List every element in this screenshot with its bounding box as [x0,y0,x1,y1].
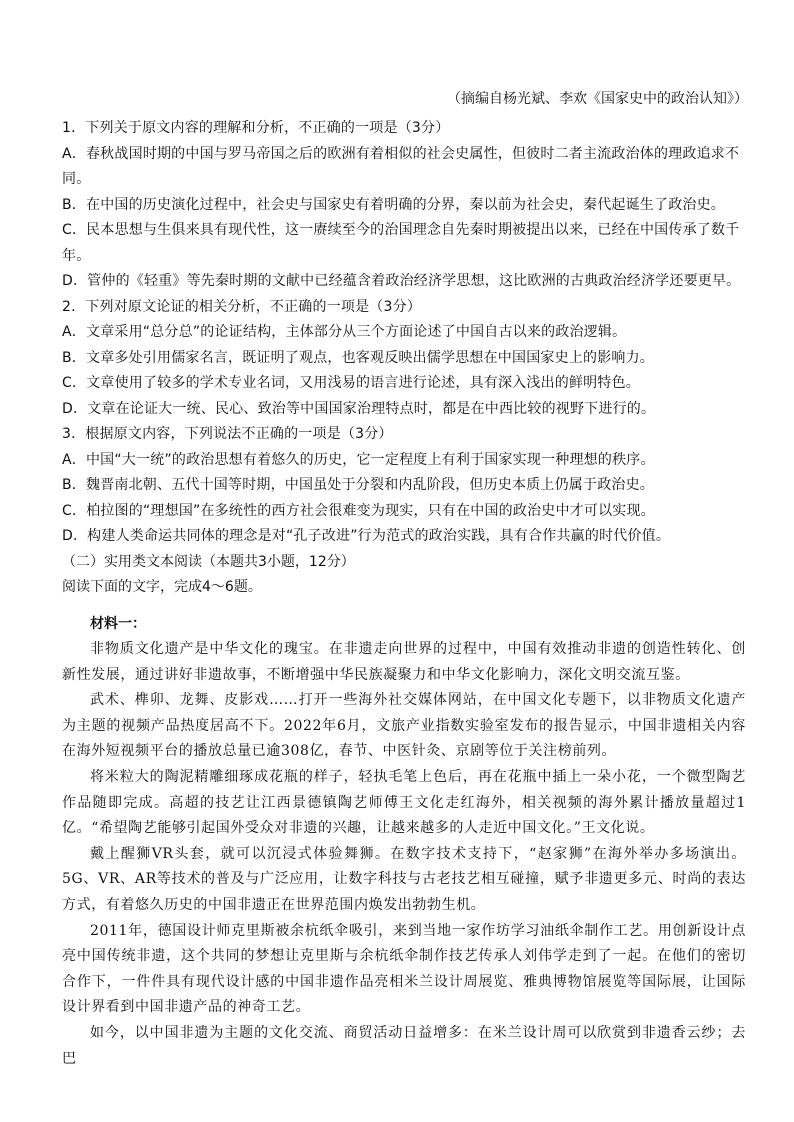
question-2-option-d: D．文章在论证大一统、民心、致治等中国国家治理特点时，都是在中西比较的视野下进行的。 [62,400,656,417]
question-2-option-b: B．文章多处引用儒家名言，既证明了观点，也客观反映出儒学思想在中国国家史上的影响力。 [62,349,655,366]
material-paragraph: 如今，以中国非遗为主题的文化交流、商贸活动日益增多：在米兰设计周可以欣赏到非遗香云纱；去巴 [62,1024,746,1067]
question-2-option-c: C．文章使用了较多的学术专业名词，又用浅易的语言进行论述，具有深入浅出的鲜明特色。 [62,375,640,391]
question-3-option-d: D．构建人类命运共同体的理念是对“孔子改进”行为范式的政治实践，具有合作共赢的时代价值。 [62,528,671,544]
source-citation: （摘编自杨光斌、李欢《国家史中的政治认知》） [447,91,748,107]
section-heading: （二）实用类文本阅读（本题共3小题，12分） [62,553,355,570]
question-2-stem: 2．下列对原文论证的相关分析，不正确的一项是（3分） [62,298,422,315]
question-3-option-a: A．中国“大一统”的政治思想有着悠久的历史，它一定程度上有利于国家实现一种理想的秩序。 [62,451,655,468]
question-1-option-a: A．春秋战国时期的中国与罗马帝国之后的欧洲有着相似的社会史属性，但彼时二者主流政治体的理政追求不同。 [62,145,740,187]
question-1-option-d: D．管仲的《轻重》等先秦时期的文献中已经蕴含着政治经济学思想，这比欧洲的古典政治经济学还要更早。 [62,273,741,289]
question-1-stem: 1．下列关于原文内容的理解和分析，不正确的一项是（3分） [62,120,450,136]
question-1-option-b: B．在中国的历史演化过程中，社会史与国家史有着明确的分界，秦以前为社会史，秦代起诞生了政治史。 [62,196,726,213]
question-1-option-c: C．民本思想与生俱来具有现代性，这一赓续至今的治国理念自先秦时期被提出以来，已经在中国传承了数千年。 [62,222,740,264]
material-paragraph: 武术、榫卯、龙舞、皮影戏……打开一些海外社交媒体网站，在中国文化专题下，以非物质文化遗产为主题的视频产品热度居高不下。2022年6月，文旅产业指数实验室发布的报告显示，中国非遗相关内容在海外短视频平台的播放总量已逾308亿，春节、中医针灸、京剧等位于关注榜前列。 [62,692,746,760]
material-paragraph: 戴上醒狮VR头套，就可以沉浸式体验舞狮。在数字技术支持下，“赵家狮”在海外举办多场演出。5G、VR、AR等技术的普及与广泛应用，让数字科技与古老技艺相互碰撞，赋予非遗更多元、时尚的表达方式，有着悠久历史的中国非遗正在世界范围内焕发出勃勃生机。 [62,845,746,913]
material-paragraph: 2011年，德国设计师克里斯被余杭纸伞吸引，来到当地一家作坊学习油纸伞制作工艺。用创新设计点亮中国传统非遗，这个共同的梦想让克里斯与余杭纸伞制作技艺传承人刘伟学走到了一起。在他们的密切合作下，一件件具有现代设计感的中国非遗作品亮相米兰设计周展览、雅典博物馆展览等国际展，让国际设计界看到中国非遗产品的神奇工艺。 [62,922,746,1016]
question-2-option-a: A．文章采用“总分总”的论证结构，主体部分从三个方面论述了中国自古以来的政治逻辑。 [62,324,627,340]
material-block [62,612,746,1072]
question-3-option-c: C．柏拉图的“理想国”在多统性的西方社会很难变为现实，只有在中国的政治史中才可以实现。 [62,502,655,519]
material-paragraph: 将米粒大的陶泥精雕细琢成花瓶的样子，轻执毛笔上色后，再在花瓶中插上一朵小花，一个微型陶艺作品随即完成。高超的技艺让江西景德镇陶艺师傅王文化走红海外，相关视频的海外累计播放量超过1亿。“希望陶艺能够引起国外受众对非遗的兴趣，让越来越多的人走近中国文化。”王文化说。 [62,768,746,837]
material-paragraph: 非物质文化遗产是中华文化的瑰宝。在非遗走向世界的过程中，中国有效推动非遗的创造性转化、创新性发展，通过讲好非遗故事，不断增强中华民族凝聚力和中华文化影响力，深化文明交流互鉴。 [62,641,746,683]
questions-block [62,116,746,600]
question-3-option-b: B．魏晋南北朝、五代十国等时期，中国虽处于分裂和内乱阶段，但历史本质上仍属于政治史。 [62,477,655,493]
question-3-stem: 3．根据原文内容，下列说法不正确的一项是（3分） [62,426,393,442]
material-title: 材料一： [90,616,146,632]
section-instruction: 阅读下面的文字，完成4～6题。 [62,578,262,595]
